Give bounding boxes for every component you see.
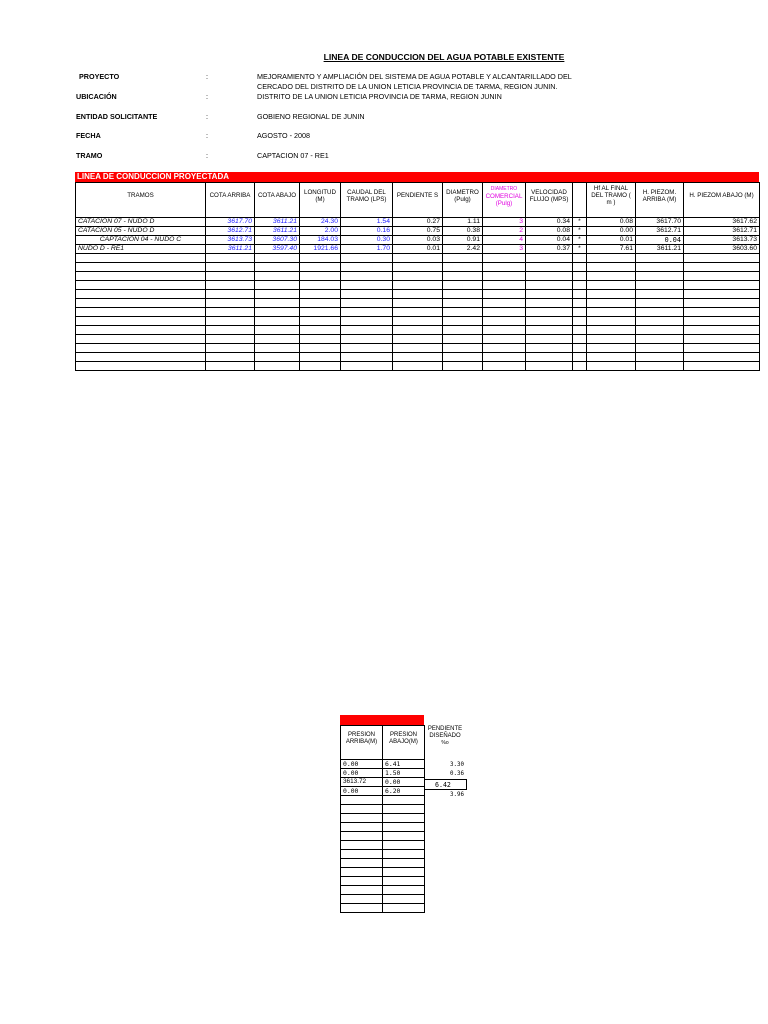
page-title: LINEA DE CONDUCCION DEL AGUA POTABLE EXISTENTE [323, 52, 565, 62]
table-row [76, 335, 760, 344]
table-row: CATACION 07 - NUDO D 3617.70 3611.21 24.30 1.54 0.27 1.11 3 0.34 * 0.08 3617.70 3617.62 [76, 218, 760, 227]
table-row [341, 814, 425, 823]
info-value-proyecto: MEJORAMIENTO Y AMPLIACIÓN DEL SISTEMA DE AGUA POTABLE Y ALCANTARILLADO DEL CERCADO DEL DISTRITO DE LA UNION LETICIA PROVINCIA DE TARMA, REGION JUNIN. [257, 72, 572, 91]
header-mark [573, 183, 587, 209]
table-row: CAPTACION 04 - NUDO C 3613.73 3607.30 184.03 0.30 0.03 0.91 4 0.04 * 0.01 0.04 3613.73 [76, 236, 760, 245]
table-row [341, 841, 425, 850]
header-tramos: TRAMOS [76, 183, 206, 209]
header-pendiente: PENDIENTE S [393, 183, 443, 209]
header-presion-abajo: PRESION ABAJO(M) [383, 726, 425, 752]
table-row: 0.00 1.50 [341, 769, 425, 778]
pendiente-value: 3.30 [450, 762, 464, 768]
header-hp-abajo: H. PIEZOM ABAJO (M) [684, 183, 760, 209]
info-sep: : [206, 151, 208, 160]
table-row [341, 796, 425, 805]
table-row [341, 832, 425, 841]
presion-table [340, 725, 425, 913]
info-sep: : [206, 72, 208, 81]
table-row: NUDO D - RE1 3611.21 3597.40 1921.66 1.70 0.01 2.42 3 0.37 * 7.61 3611.21 3603.60 [76, 245, 760, 254]
conduction-table [75, 182, 760, 371]
info-value-entidad: GOBIENO REGIONAL DE JUNIN [257, 112, 365, 121]
table-row [341, 823, 425, 832]
section-title-bar: LINEA DE CONDUCCION PROYECTADA [75, 172, 759, 182]
header-longitud: LONGITUD (M) [300, 183, 341, 209]
table-row [76, 353, 760, 362]
table-row [76, 290, 760, 299]
pendiente-value: 0.36 [450, 771, 464, 777]
table-row [341, 877, 425, 886]
info-label-fecha: FECHA [76, 131, 101, 140]
table-row: 3613.72 0.00 [341, 778, 425, 787]
presion-red-bar [340, 715, 424, 725]
table-row [341, 859, 425, 868]
table-row [76, 254, 760, 263]
table-row [76, 299, 760, 308]
header-hf: Hf AL FINAL DEL TRAMO ( m ) [587, 183, 636, 209]
table-row [341, 904, 425, 913]
header-diametro-comercial: DIAMETRO COMERCIAL (Pulg) [483, 183, 526, 209]
info-sep: : [206, 92, 208, 101]
table-row [341, 868, 425, 877]
header-velocidad: VELOCIDAD FLUJO (MPS) [526, 183, 573, 209]
table-row [76, 308, 760, 317]
table-row [76, 326, 760, 335]
table-row [76, 317, 760, 326]
table-row: 0.00 6.20 [341, 787, 425, 796]
header-presion-arriba: PRESION ARRIBA(M) [341, 726, 383, 752]
info-value-tramo: CAPTACION 07 - RE1 [257, 151, 329, 160]
header-pendiente-disenado: PENDIENTE DISEÑADO %o [427, 726, 463, 746]
info-value-ubicacion: DISTRITO DE LA UNION LETICIA PROVINCIA DE TARMA, REGION JUNIN [257, 92, 502, 101]
table-row [76, 344, 760, 353]
header-cota-abajo: COTA ABAJO [255, 183, 300, 209]
header-cota-arriba: COTA ARRIBA [206, 183, 255, 209]
table-row [76, 263, 760, 272]
pendiente-value-boxed: 6.42 [424, 779, 467, 790]
table-row [341, 895, 425, 904]
info-label-tramo: TRAMO [76, 151, 103, 160]
info-label-entidad: ENTIDAD SOLICITANTE [76, 112, 158, 121]
info-sep: : [206, 131, 208, 140]
info-label-proyecto: PROYECTO [79, 72, 120, 81]
header-diametro: DIAMETRO (Pulg) [443, 183, 483, 209]
pendiente-value: 3.96 [450, 792, 464, 798]
presion-spacer-row [341, 751, 425, 760]
table-row [341, 850, 425, 859]
info-value-fecha: AGOSTO - 2008 [257, 131, 310, 140]
table-row [76, 362, 760, 371]
table-row [341, 805, 425, 814]
header-caudal: CAUDAL DEL TRAMO (LPS) [341, 183, 393, 209]
info-label-ubicacion: UBICACIÓN [76, 92, 117, 101]
header-spacer-row [76, 208, 760, 218]
table-row: CATACION 05 - NUDO D 3612.71 3611.21 2.00 0.16 0.75 0.38 2 0.08 * 0.00 3612.71 3612.71 [76, 227, 760, 236]
presion-header-row [341, 726, 425, 752]
table-row: 0.00 6.41 [341, 760, 425, 769]
header-hp-arriba: H. PIEZOM. ARRIBA (M) [636, 183, 684, 209]
table-row [76, 272, 760, 281]
table-row [341, 886, 425, 895]
info-sep: : [206, 112, 208, 121]
table-header-row [76, 183, 760, 209]
table-row [76, 281, 760, 290]
